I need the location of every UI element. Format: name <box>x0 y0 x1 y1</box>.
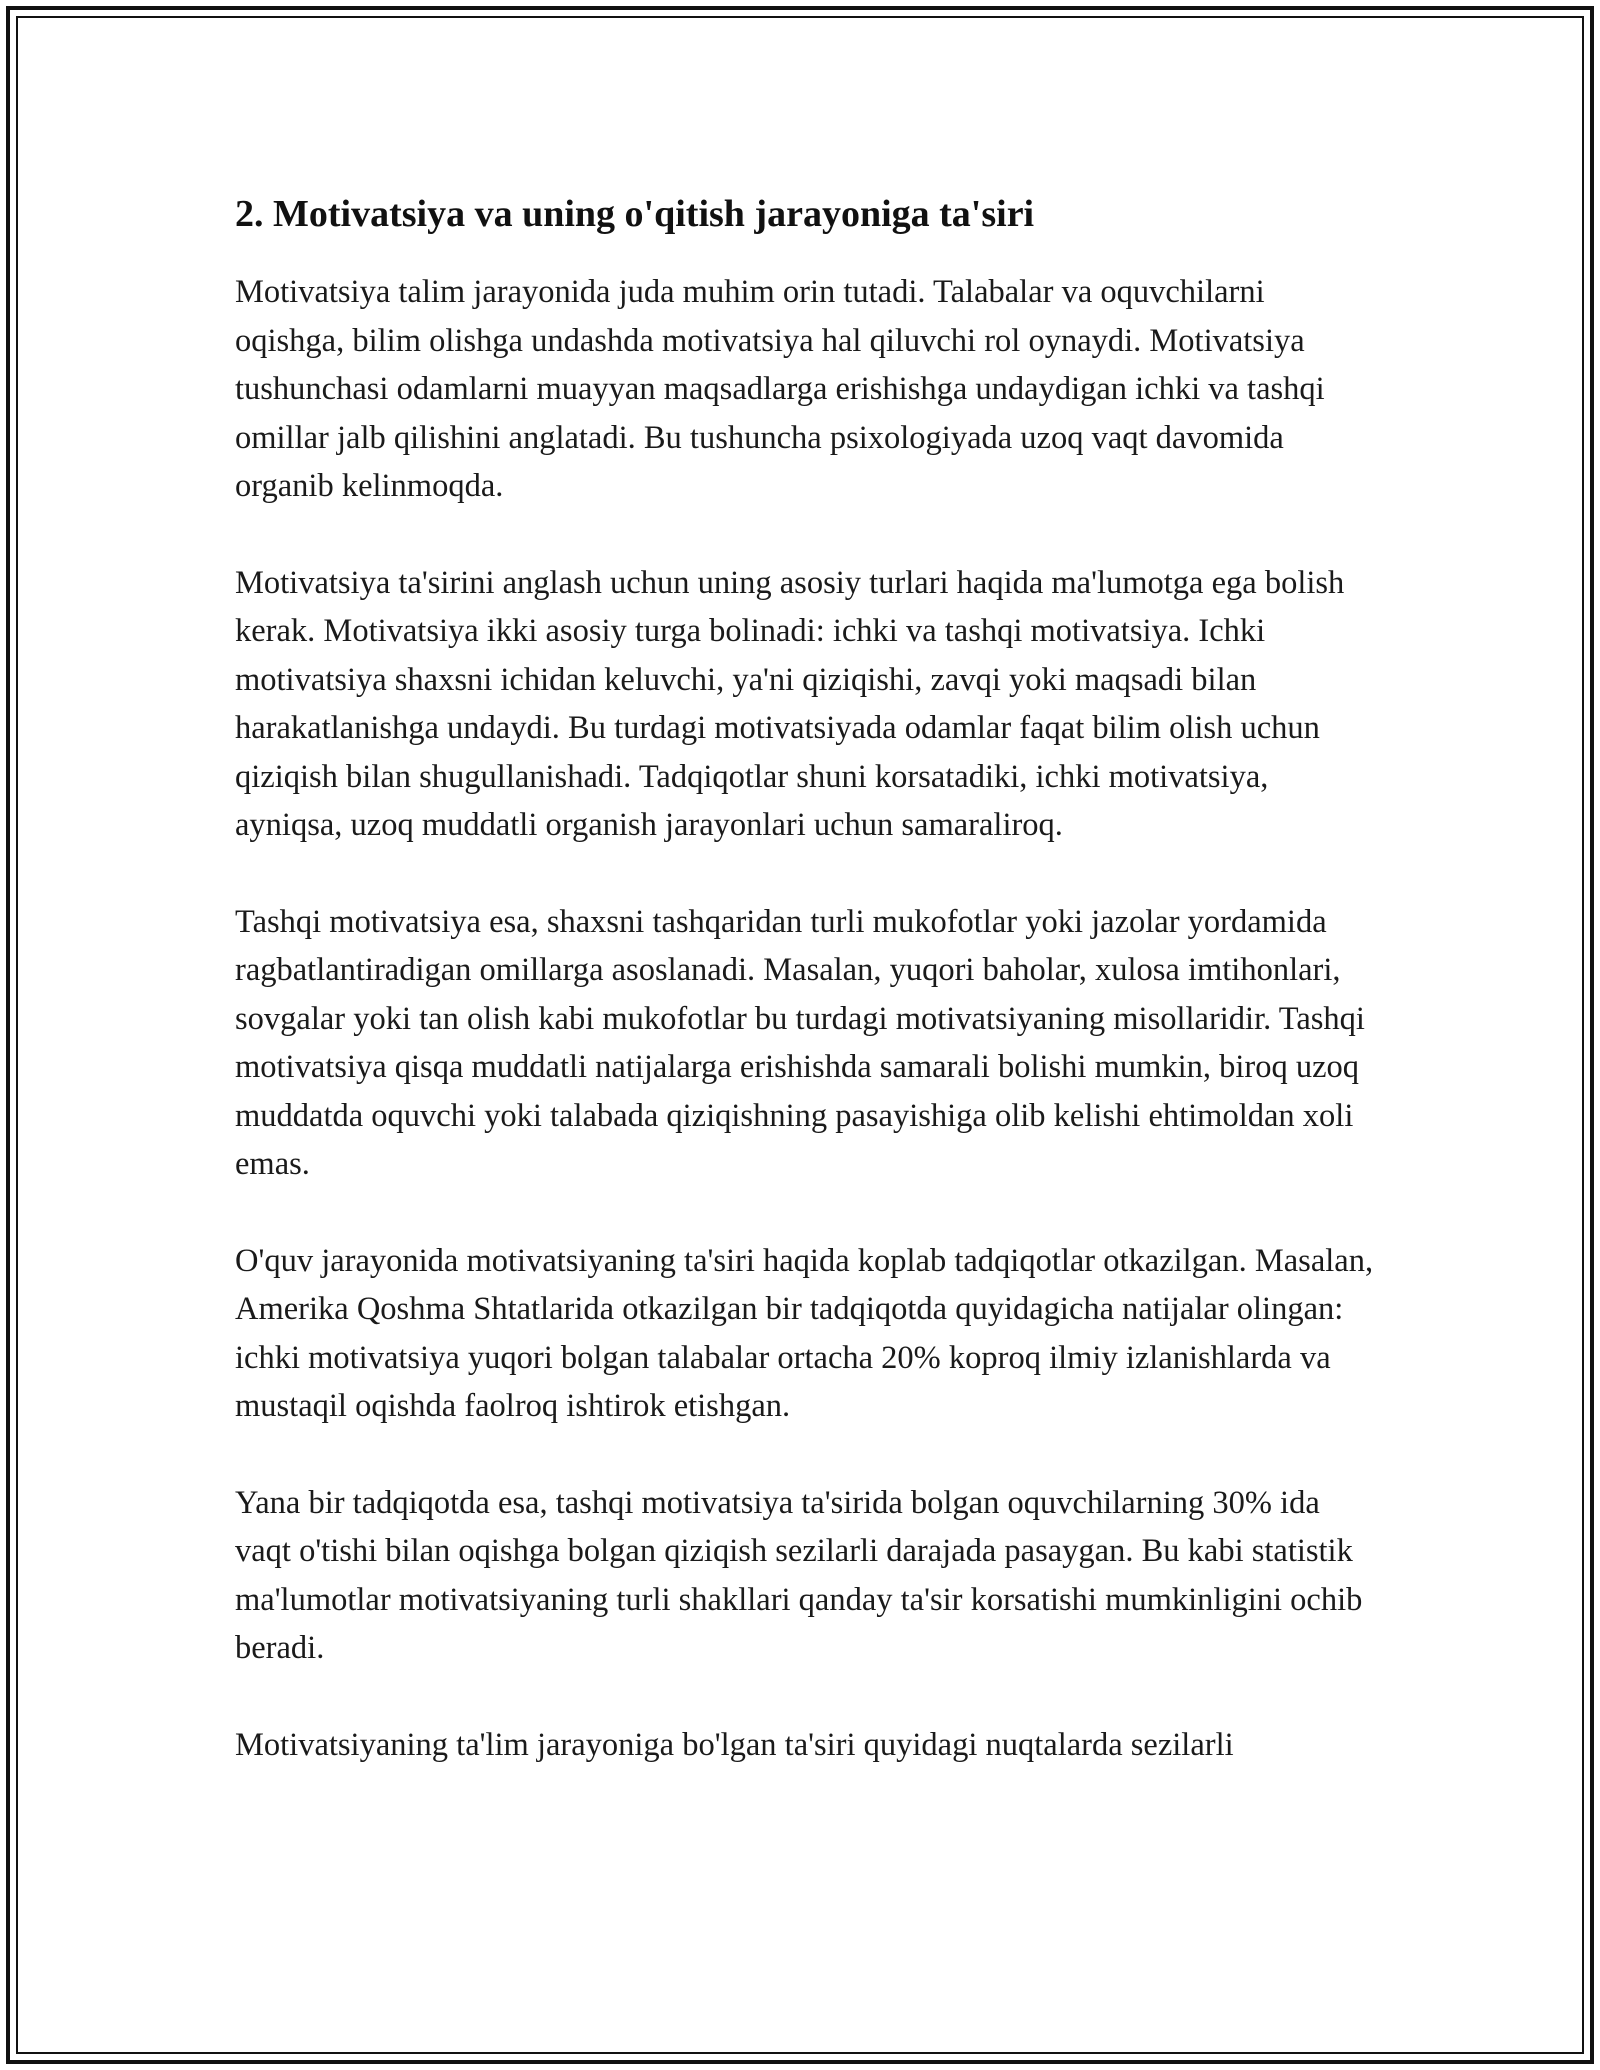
section-heading: 2. Motivatsiya va uning o'qitish jarayoniga ta'siri <box>235 193 1035 235</box>
paragraph-intro: Motivatsiya talim jarayonida juda muhim orin tutadi. Talabalar va oquvchilarni oqishga, bilim olishga undashda motivatsiya hal qiluvchi rol oynaydi. Motivatsiya tushunchasi odamlarni muayyan maqsadlarga erishishga undaydigan ichki va tashqi omillar jalb qilishini anglatadi. Bu tushuncha psixologiyada uzoq vaqt davomida organib kelinmoqda. <box>235 274 1325 504</box>
paragraph-research-second: Yana bir tadqiqotda esa, tashqi motivatsiya ta'sirida bolgan oquvchilarning 30% ida vaqt o'tishi bilan oqishga bolgan qiziqish sezilarli darajada pasaygan. Bu kabi statistik ma'lumotlar motivatsiyaning turli shakllari qanday ta'sir korsatishi mumkinligini ochib beradi. <box>235 1484 1363 1666</box>
document-body <box>235 186 1375 1817</box>
paragraph-continuation: Motivatsiyaning ta'lim jarayoniga bo'lgan ta'siri quyidagi nuqtalarda sezilarli <box>235 1726 1234 1763</box>
paragraph-motivation-types: Motivatsiya ta'sirini anglash uchun uning asosiy turlari haqida ma'lumotga ega bolish kerak. Motivatsiya ikki asosiy turga bolinadi: ichki va tashqi motivatsiya. Ichki motivatsiya shaxsni ichidan keluvchi, ya'ni qiziqishi, zavqi yoki maqsadi bilan harakatlanishga undaydi. Bu turdagi motivatsiyada odamlar faqat bilim olish uchun qiziqish bilan shugullanishadi. Tadqiqotlar shuni korsatadiki, ichki motivatsiya, ayniqsa, uzoq muddatli organish jarayonlari uchun samaraliroq. <box>235 564 1345 843</box>
paragraph-research-usa: O'quv jarayonida motivatsiyaning ta'siri haqida koplab tadqiqotlar otkazilgan. Masalan, Amerika Qoshma Shtatlarida otkazilgan bir tadqiqotda quyidagicha natijalar olingan: ichki motivatsiya yuqori bolgan talabalar ortacha 20% koproq ilmiy izlanishlarda va mustaqil oqishda faolroq ishtirok etishgan. <box>235 1242 1374 1424</box>
paragraph-external-motivation: Tashqi motivatsiya esa, shaxsni tashqaridan turli mukofotlar yoki jazolar yordamida ragbatlantiradigan omillarga asoslanadi. Masalan, yuqori baholar, xulosa imtihonlari, sovgalar yoki tan olish kabi mukofotlar bu turdagi motivatsiyaning misollaridir. Tashqi motivatsiya qisqa muddatli natijalarga erishishda samarali bolishi mumkin, biroq uzoq muddatda oquvchi yoki talabada qiziqishning pasayishiga olib kelishi ehtimoldan xoli emas. <box>235 903 1365 1182</box>
